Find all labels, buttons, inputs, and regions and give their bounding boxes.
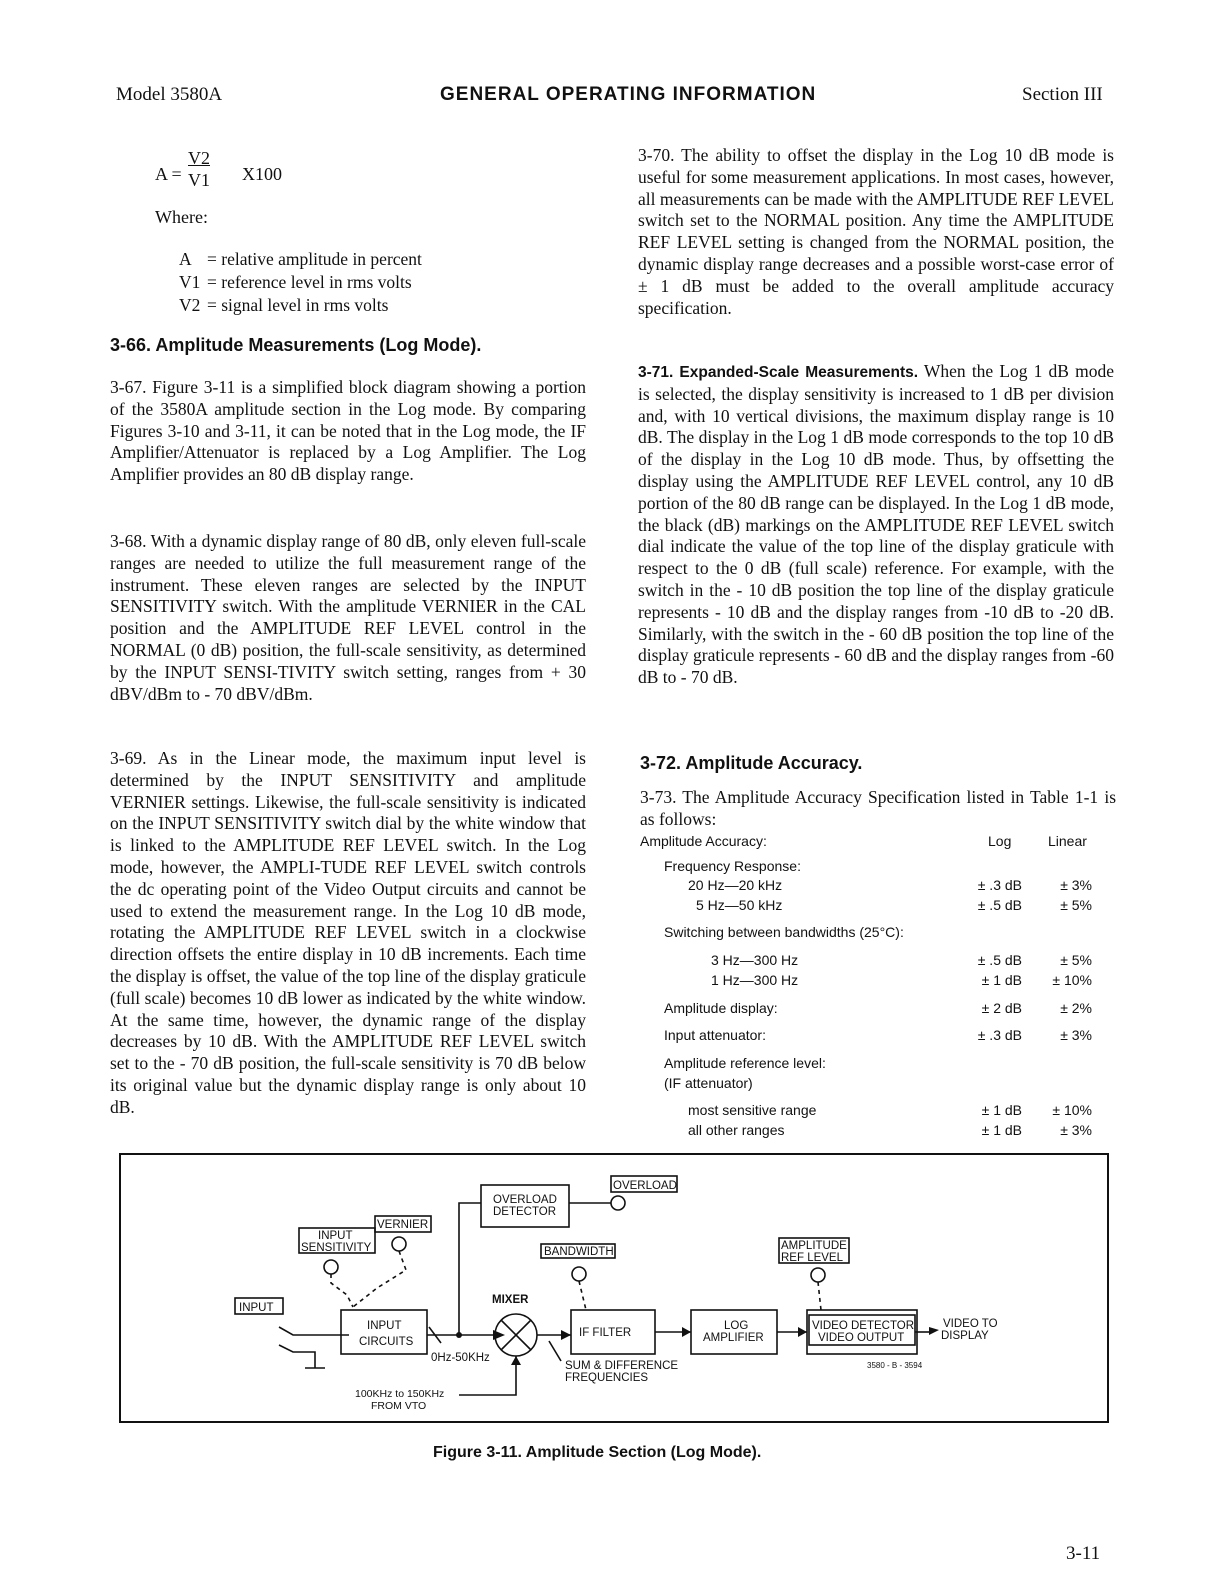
input-sensitivity-knob-icon <box>324 1260 338 1274</box>
definition-v2: V2 = signal level in rms volts <box>179 295 389 315</box>
spec-row-linear: ± 10% <box>1052 1102 1092 1118</box>
spec-switching: Switching between bandwidths (25°C): <box>664 924 904 940</box>
figure-block-diagram <box>119 1153 1109 1423</box>
video-detector-label-2: VIDEO OUTPUT <box>818 1332 905 1344</box>
formula-lhs: A = <box>155 164 182 184</box>
if-filter-label: IF FILTER <box>579 1327 632 1339</box>
spec-row-linear: ± 10% <box>1052 972 1092 988</box>
tap-to-detector <box>459 1203 481 1335</box>
paragraph-3-71-body: When the Log 1 dB mode is selected, the display sensitivity is increased to 1 dB per division and, with 10 vertical divisions, the maximum display range is 10 dB. The display in the Log 1 dB mode corresponds to the top 10 dB of the display in the Log 10 dB mode. Thus, by offsetting the display using the AMPLITUDE REF LEVEL control, any 10 dB portion of the 80 dB range can be displayed. In the Log 1 dB mode, the black (dB) markings on the AMPLITUDE REF LEVEL switch dial indicate the value of the top line of the display graticule with respect to the 0 dB (full scale) reference. For example, with the switch in the - 10 dB position the top line of the display graticule represents - 10 dB and the display ranges from -10 dB to -20 dB. Similarly, with the switch in the - 60 dB position the top line of the display graticule represents - 60 dB and the display ranges from -60 dB to - 70 dB. <box>638 361 1114 688</box>
overload-lamp-icon <box>611 1196 625 1210</box>
block-diagram-svg <box>121 1155 1107 1421</box>
part-number-label: 3580 - B - 3594 <box>867 1361 923 1370</box>
spec-row-log: ± 1 dB <box>981 972 1022 988</box>
paragraph-3-73: 3-73. The Amplitude Accuracy Specification listed in Table 1-1 is as follows: <box>640 787 1116 829</box>
formula-where: Where: <box>155 207 208 227</box>
video-detector-label-1: VIDEO DETECTOR <box>812 1320 915 1332</box>
bandwidth-label: BANDWIDTH <box>544 1246 614 1258</box>
mixer-sum-arrow <box>549 1341 561 1361</box>
amplitude-accuracy-table <box>640 833 1100 1143</box>
paragraph-3-70: 3-70. The ability to offset the display in the Log 10 dB mode is useful for some measurement applications. In most cases, however, all measurements can be made with the AMPLITUDE REF LEVEL switch set to the NORMAL position. Any time the AMPLITUDE REF LEVEL setting is changed from the NORMAL position, the dynamic display range decreases and a possible worst-case error of ± 1 dB must be added to the overall amplitude accuracy specification. <box>638 145 1114 318</box>
vto-label-1: 100KHz to 150KHz <box>355 1388 445 1400</box>
arrow-to-logamp <box>682 1327 691 1337</box>
ground-line <box>279 1345 315 1368</box>
spec-row-log: ± 2 dB <box>981 1000 1022 1016</box>
input-line <box>279 1327 349 1335</box>
paragraph-3-69: 3-69. As in the Linear mode, the maximum input level is determined by the INPUT SENSITIVITY and amplitude VERNIER settings. Likewise, the full-scale sensitivity is indicated on the INPUT SENSITIVITY switch dial by the white window that is linked to the AMPLITUDE REF LEVEL switch. In the Log mode, however, the AMPLI-TUDE REF LEVEL switch controls the dc operating point of the Video Output circuits and cannot be used to extend the measurement range. In the Log 10 dB mode, rotating the AMPLITUDE REF LEVEL switch in a clockwise direction offsets the entire display in 10 dB increments. Each time the display is offset, the value of the top line of the display graticule (full scale) becomes 10 dB lower as indicated by the white window. At the same time, however, the dynamic range of the display decreases by 10 dB. With the AMPLITUDE REF LEVEL switch set to the - 70 dB position, the full-scale sensitivity is 70 dB below its original value but the dynamic display range is only about 10 dB. <box>110 748 586 1117</box>
spec-freq-response: Frequency Response: <box>664 858 801 874</box>
spec-title: Amplitude Accuracy: <box>640 833 767 849</box>
sum-diff-label-2: FREQUENCIES <box>565 1372 649 1384</box>
definition-v1: V1 = reference level in rms volts <box>179 272 412 292</box>
spec-row-label: 3 Hz—300 Hz <box>711 952 799 968</box>
vernier-knob-icon <box>392 1237 406 1251</box>
overload-detector-label-2: DETECTOR <box>493 1206 557 1218</box>
amplitude-ref-label-2: REF LEVEL <box>781 1252 843 1264</box>
junction-dot <box>456 1332 462 1338</box>
spec-row-label: 20 Hz—20 kHz <box>688 877 783 893</box>
arrow-to-filter <box>561 1330 571 1340</box>
input-sensitivity-label-2: SENSITIVITY <box>301 1242 372 1254</box>
paragraph-3-68: 3-68. With a dynamic display range of 80 dB, only eleven full-scale ranges are needed to utilize the full measurement range of the instrument. These eleven ranges are selected by the INPUT SENSITIVITY switch. With the amplitude VERNIER in the CAL position and the AMPLITUDE REF LEVEL control in the NORMAL (0 dB) position, the full-scale sensitivity, as determined by the INPUT SENSI-TIVITY switch setting, ranges from + 30 dBV/dBm to - 70 dBV/dBm. <box>110 531 586 704</box>
input-circuits-label-2: CIRCUITS <box>359 1336 414 1348</box>
vto-label-2: FROM VTO <box>371 1400 427 1412</box>
page-title: GENERAL OPERATING INFORMATION <box>440 84 817 105</box>
figure-caption: Figure 3-11. Amplitude Section (Log Mode). <box>433 1444 762 1461</box>
bandwidth-knob-icon <box>572 1267 586 1281</box>
spec-col-linear: Linear <box>1048 833 1087 849</box>
arrow-to-video <box>798 1327 807 1337</box>
spec-row-linear: ± 3% <box>1060 877 1092 893</box>
spec-row-label: 1 Hz—300 Hz <box>711 972 799 988</box>
spec-col-log: Log <box>988 833 1012 849</box>
spec-row-log: ± .3 dB <box>977 877 1022 893</box>
paragraph-3-71 <box>638 361 1114 689</box>
video-to-label-2: DISPLAY <box>941 1330 989 1342</box>
spec-row-log: ± 1 dB <box>981 1102 1022 1118</box>
sensitivity-link <box>331 1274 353 1307</box>
vernier-label: VERNIER <box>377 1219 429 1231</box>
freq-range-label: 0Hz-50KHz <box>431 1352 490 1364</box>
input-sensitivity-label-1: INPUT <box>318 1230 353 1242</box>
spec-row-log: ± .5 dB <box>977 952 1022 968</box>
paragraph-3-67: 3-67. Figure 3-11 is a simplified block diagram showing a portion of the 3580A amplitude section in the Log mode. By comparing Figures 3-10 and 3-11, it can be noted that in the Log mode, the IF Amplifier/Attenuator is replaced by a Log Amplifier. The Log Amplifier provides an 80 dB display range. <box>110 377 586 485</box>
log-amp-label-2: AMPLIFIER <box>703 1332 764 1344</box>
arrow-to-display <box>929 1327 939 1335</box>
spec-row-log: ± .3 dB <box>977 1027 1022 1043</box>
amplitude-ref-link <box>818 1282 821 1310</box>
spec-amp-display: Amplitude display: <box>664 1000 778 1016</box>
header-model: Model 3580A <box>116 84 223 105</box>
spec-input-atten: Input attenuator: <box>664 1027 766 1043</box>
spec-row-label: most sensitive range <box>688 1102 817 1118</box>
page-number: 3-11 <box>1066 1543 1101 1564</box>
bandwidth-link <box>579 1281 586 1310</box>
spec-row-label: all other ranges <box>688 1122 785 1138</box>
spec-row-linear: ± 3% <box>1060 1122 1092 1138</box>
overload-detector-label-1: OVERLOAD <box>493 1194 557 1206</box>
heading-3-66: 3-66. Amplitude Measurements (Log Mode). <box>110 335 482 355</box>
spec-row-log: ± .5 dB <box>977 897 1022 913</box>
mixer-label: MIXER <box>492 1294 529 1306</box>
input-circuits-label-1: INPUT <box>367 1320 402 1332</box>
input-label: INPUT <box>239 1302 274 1314</box>
heading-3-72: 3-72. Amplitude Accuracy. <box>640 753 863 773</box>
log-amp-label-1: LOG <box>724 1320 749 1332</box>
sum-diff-label-1: SUM & DIFFERENCE <box>565 1360 679 1372</box>
amplitude-ref-label-1: AMPLITUDE <box>781 1240 847 1252</box>
formula-definitions <box>179 248 422 317</box>
formula-multiplier: X100 <box>242 164 282 184</box>
header-section: Section III <box>1022 84 1103 105</box>
overload-label: OVERLOAD <box>613 1180 677 1192</box>
definition-a: A = relative amplitude in percent <box>179 249 422 269</box>
spec-row-linear: ± 5% <box>1060 897 1092 913</box>
spec-row-label: 5 Hz—50 kHz <box>696 897 783 913</box>
spec-row-log: ± 1 dB <box>981 1122 1022 1138</box>
spec-row-linear: ± 3% <box>1060 1027 1092 1043</box>
formula-numerator: V2 <box>188 148 210 168</box>
arrow-vto-to-mixer <box>511 1356 521 1365</box>
spec-row-linear: ± 2% <box>1060 1000 1092 1016</box>
formula-denominator: V1 <box>188 170 210 190</box>
spec-if-atten: (IF attenuator) <box>664 1075 753 1091</box>
spec-row-linear: ± 5% <box>1060 952 1092 968</box>
video-to-label-1: VIDEO TO <box>943 1318 998 1330</box>
heading-3-71: 3-71. Expanded-Scale Measurements. <box>638 364 919 381</box>
spec-ref-level: Amplitude reference level: <box>664 1055 826 1071</box>
arrow-to-mixer <box>493 1330 505 1340</box>
mixer-cross <box>501 1320 531 1350</box>
amplitude-ref-knob-icon <box>811 1268 825 1282</box>
vernier-link <box>353 1251 406 1307</box>
